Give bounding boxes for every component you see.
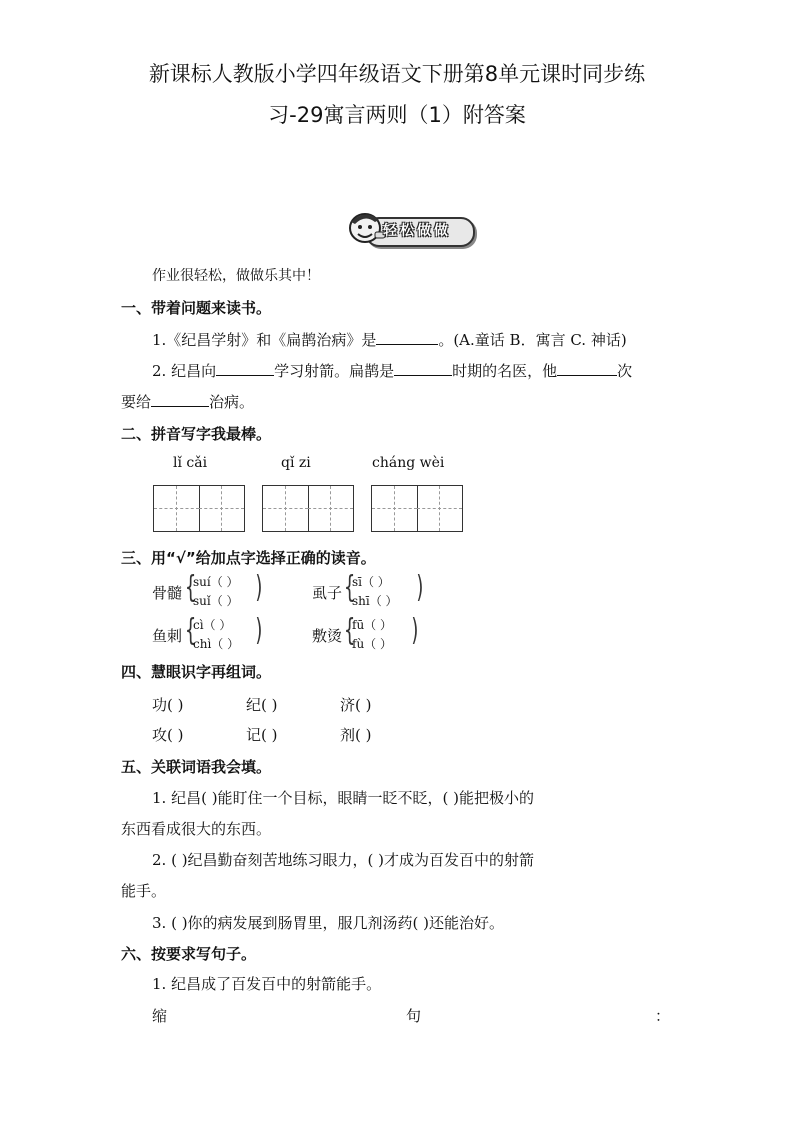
pinyin-option[interactable]: suí（ ） <box>193 575 239 589</box>
word-group-item[interactable]: 记( ) <box>246 726 278 744</box>
pinyin-option[interactable]: chì（ ） <box>193 637 240 651</box>
answer-blank[interactable] <box>557 360 617 376</box>
answer-blank[interactable] <box>394 360 452 376</box>
intro-text: 作业很轻松，做做乐其中！ <box>152 268 320 284</box>
word-group-item[interactable]: 功( ) <box>152 696 184 714</box>
s5-question-3[interactable]: 3. ( )你的病发展到肠胃里，服几剂汤药( )还能治好。 <box>152 914 505 932</box>
s5-question-1-cont: 东西看成很大的东西。 <box>121 820 272 838</box>
writing-grid[interactable] <box>153 485 245 532</box>
section-2-heading: 二、拼音写字我最棒。 <box>121 425 272 443</box>
writing-grid[interactable] <box>371 485 463 532</box>
s6-question-1: 1. 纪昌成了百发百中的射箭能手。 <box>152 975 382 993</box>
section-badge <box>345 208 473 248</box>
s1-question-1 <box>152 329 627 350</box>
s6-label-b: 句 <box>406 1007 422 1025</box>
right-brace-icon: ) <box>411 613 419 648</box>
writing-grid[interactable] <box>262 485 354 532</box>
s1-q2-text-a: 2. 纪昌向 <box>152 362 217 380</box>
right-brace-icon: ) <box>255 613 263 648</box>
s1-question-2 <box>152 360 632 381</box>
s1-q1-options: 。(A.童话 B．寓言 C. 神话) <box>438 331 627 349</box>
s6-label-a: 缩 <box>152 1007 168 1025</box>
pinyin-option[interactable]: fū（ ） <box>352 618 392 632</box>
s1-q2-text-f: 治病。 <box>209 393 255 411</box>
section-5-heading: 五、关联词语我会填。 <box>121 758 272 776</box>
answer-blank[interactable] <box>216 360 274 376</box>
s1-q2-text-b: 学习射箭。扁鹊是 <box>274 362 395 380</box>
page-title-line-2: 习-29寓言两则（1）附答案 <box>268 103 526 127</box>
pinyin-option[interactable]: fù（ ） <box>352 637 392 651</box>
s1-question-2-cont <box>121 391 254 412</box>
word-group-item[interactable]: 济( ) <box>340 696 372 714</box>
answer-blank[interactable] <box>376 329 438 345</box>
s1-q1-text: 1.《纪昌学射》和《扁鹊治病》是 <box>152 331 377 349</box>
left-brace-icon: { <box>343 570 356 605</box>
s3-word: 敷烫 <box>312 627 343 645</box>
left-brace-icon: { <box>184 570 197 605</box>
s1-q2-text-e: 要给 <box>121 393 152 411</box>
badge-label: 轻松做做 <box>383 223 451 239</box>
s5-question-2[interactable]: 2. ( )纪昌勤奋刻苦地练习眼力，( )才成为百发百中的射箭 <box>152 851 535 869</box>
answer-blank[interactable] <box>151 391 209 407</box>
s3-word: 虱子 <box>312 584 343 602</box>
section-3-heading: 三、用“√”给加点字选择正确的读音。 <box>121 549 376 567</box>
pinyin-label: lǐ cǎi <box>173 455 208 471</box>
s5-question-2-cont: 能手。 <box>121 882 167 900</box>
pinyin-option[interactable]: cì（ ） <box>193 618 232 632</box>
s6-label-c: ： <box>655 1007 671 1025</box>
right-brace-icon: ) <box>255 570 263 605</box>
s3-word: 鱼刺 <box>152 627 183 645</box>
word-group-item[interactable]: 剂( ) <box>340 726 372 744</box>
word-group-item[interactable]: 攻( ) <box>152 726 184 744</box>
s1-q2-text-c: 时期的名医，他 <box>452 362 558 380</box>
pinyin-option[interactable]: sī（ ） <box>352 575 390 589</box>
s5-question-1[interactable]: 1. 纪昌( )能盯住一个目标，眼睛一眨不眨，( )能把极小的 <box>152 789 535 807</box>
word-group-item[interactable]: 纪( ) <box>246 696 278 714</box>
right-brace-icon: ) <box>416 570 424 605</box>
s1-q2-text-d: 次 <box>617 362 633 380</box>
pinyin-option[interactable]: suǐ（ ） <box>193 594 239 608</box>
s3-word: 骨髓 <box>152 584 183 602</box>
section-4-heading: 四、慧眼识字再组词。 <box>121 663 272 681</box>
left-brace-icon: { <box>184 613 197 648</box>
left-brace-icon: { <box>343 613 356 648</box>
pinyin-label: qǐ zi <box>281 455 311 471</box>
pinyin-label: cháng wèi <box>372 455 445 471</box>
section-1-heading: 一、带着问题来读书。 <box>121 299 272 317</box>
page-title-line-1: 新课标人教版小学四年级语文下册第8单元课时同步练 <box>148 62 646 86</box>
section-6-heading: 六、按要求写句子。 <box>121 945 257 963</box>
pinyin-option[interactable]: shī（ ） <box>352 594 398 608</box>
